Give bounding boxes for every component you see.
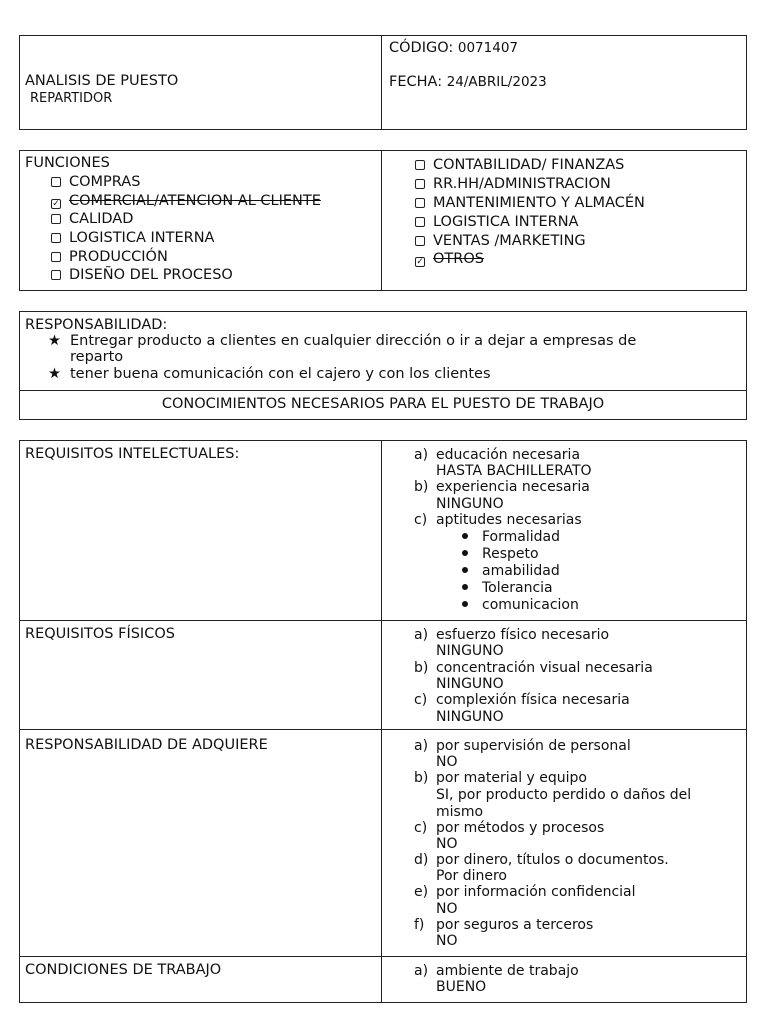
physical-effort-item: a) esfuerzo físico necesario xyxy=(414,627,610,643)
function-checkbox-mantenimiento[interactable]: MANTENIMIENTO Y ALMACÉN xyxy=(415,196,645,211)
function-checkbox-produccion[interactable]: PRODUCCIÓN xyxy=(51,250,168,265)
date-field xyxy=(389,75,547,90)
physical-requirements-title: REQUISITOS FÍSICOS xyxy=(25,626,175,642)
visual-concentration-item: b) concentración visual necesaria xyxy=(414,660,653,676)
knowledge-heading: CONOCIMIENTOS NECESARIOS PARA EL PUESTO DE TRABAJO xyxy=(161,396,605,412)
aptitude-bullet: Tolerancia xyxy=(462,581,553,595)
date-value: 24/ABRIL/2023 xyxy=(446,74,547,90)
function-checkbox-compras[interactable]: COMPRAS xyxy=(51,175,140,190)
aptitude-bullet: comunicacion xyxy=(462,598,579,612)
physical-effort-value: NINGUNO xyxy=(436,643,504,659)
star-bullet-icon: ★ xyxy=(48,333,61,349)
code-field xyxy=(389,41,518,56)
bullet-dot-icon xyxy=(462,533,468,539)
material-value-cont: mismo xyxy=(436,804,484,820)
material-value: SI, por producto perdido o daños del xyxy=(436,787,692,803)
function-checkbox-calidad[interactable]: CALIDAD xyxy=(51,212,133,227)
unchecked-box-icon[interactable] xyxy=(51,177,61,187)
money-value: Por dinero xyxy=(436,868,507,884)
header-divider xyxy=(381,35,382,130)
row-divider-2 xyxy=(19,729,747,730)
work-environment-item: a) ambiente de trabajo xyxy=(414,963,579,979)
aptitude-bullet: amabilidad xyxy=(462,564,560,578)
functions-title: FUNCIONES xyxy=(25,155,110,171)
unchecked-box-icon[interactable] xyxy=(415,198,425,208)
visual-concentration-value: NINGUNO xyxy=(436,676,504,692)
intellectual-requirements-title: REQUISITOS INTELECTUALES: xyxy=(25,446,240,462)
requirements-table xyxy=(19,440,747,1003)
requirements-divider xyxy=(381,440,382,1003)
code-label: CÓDIGO: xyxy=(389,40,454,56)
date-label: FECHA: xyxy=(389,74,443,90)
physical-build-value: NINGUNO xyxy=(436,709,504,725)
supervision-item: a) por supervisión de personal xyxy=(414,738,631,754)
methods-value: NO xyxy=(436,836,458,852)
document-title: ANALISIS DE PUESTO xyxy=(25,73,179,89)
unchecked-box-icon[interactable] xyxy=(51,270,61,280)
row-divider-3 xyxy=(19,956,747,957)
responsibility-item-1-cont: reparto xyxy=(70,349,124,365)
physical-build-item: c) complexión física necesaria xyxy=(414,692,630,708)
education-item: a) educación necesaria xyxy=(414,447,581,463)
acquired-responsibility-title: RESPONSABILIDAD DE ADQUIERE xyxy=(25,737,268,753)
checked-box-icon[interactable]: ✓ xyxy=(416,257,424,267)
bullet-dot-icon xyxy=(462,567,468,573)
bullet-dot-icon xyxy=(462,601,468,607)
unchecked-box-icon[interactable] xyxy=(51,214,61,224)
unchecked-box-icon[interactable] xyxy=(415,179,425,189)
aptitudes-item: c) aptitudes necesarias xyxy=(414,512,582,528)
money-item: d) por dinero, títulos o documentos. xyxy=(414,852,669,868)
experience-value: NINGUNO xyxy=(436,496,504,512)
function-checkbox-diseno[interactable]: DISEÑO DEL PROCESO xyxy=(51,268,233,283)
function-checkbox-comercial[interactable]: ✓ COMERCIAL/ATENCION AL CLIENTE xyxy=(52,193,321,209)
material-item: b) por material y equipo xyxy=(414,770,587,786)
confidential-value: NO xyxy=(436,901,458,917)
function-checkbox-logistica-interna[interactable]: LOGISTICA INTERNA xyxy=(415,215,578,230)
responsibility-title: RESPONSABILIDAD: xyxy=(25,317,168,333)
responsibility-divider xyxy=(19,390,747,391)
confidential-item: e) por información confidencial xyxy=(414,884,636,900)
unchecked-box-icon[interactable] xyxy=(415,217,425,227)
function-checkbox-ventas[interactable]: VENTAS /MARKETING xyxy=(415,234,586,249)
row-divider-1 xyxy=(19,620,747,621)
unchecked-box-icon[interactable] xyxy=(415,236,425,246)
bullet-dot-icon xyxy=(462,584,468,590)
unchecked-box-icon[interactable] xyxy=(415,160,425,170)
responsibility-item-1: ★ Entregar producto a clientes en cualquier dirección o ir a dejar a empresas de xyxy=(48,333,637,349)
job-position: REPARTIDOR xyxy=(30,91,113,106)
function-checkbox-rrhh[interactable]: RR.HH/ADMINISTRACION xyxy=(415,177,611,192)
experience-item: b) experiencia necesaria xyxy=(414,479,590,495)
checked-box-icon[interactable]: ✓ xyxy=(52,199,60,209)
function-checkbox-otros[interactable]: ✓ OTROS xyxy=(416,251,484,267)
insurance-item: f) por seguros a terceros xyxy=(414,917,594,933)
functions-divider xyxy=(381,150,382,291)
methods-item: c) por métodos y procesos xyxy=(414,820,605,836)
responsibility-item-2: ★ tener buena comunicación con el cajero y con los clientes xyxy=(48,366,491,382)
function-checkbox-logistica[interactable]: LOGISTICA INTERNA xyxy=(51,231,214,246)
code-value: 0071407 xyxy=(457,40,518,56)
insurance-value: NO xyxy=(436,933,458,949)
bullet-dot-icon xyxy=(462,550,468,556)
star-bullet-icon: ★ xyxy=(48,366,61,382)
work-conditions-title: CONDICIONES DE TRABAJO xyxy=(25,962,222,978)
supervision-value: NO xyxy=(436,754,458,770)
aptitude-bullet: Formalidad xyxy=(462,530,560,544)
unchecked-box-icon[interactable] xyxy=(51,233,61,243)
function-checkbox-contabilidad[interactable]: CONTABILIDAD/ FINANZAS xyxy=(415,158,624,173)
education-value: HASTA BACHILLERATO xyxy=(436,463,592,479)
work-environment-value: BUENO xyxy=(436,979,487,995)
unchecked-box-icon[interactable] xyxy=(51,252,61,262)
aptitude-bullet: Respeto xyxy=(462,547,539,561)
